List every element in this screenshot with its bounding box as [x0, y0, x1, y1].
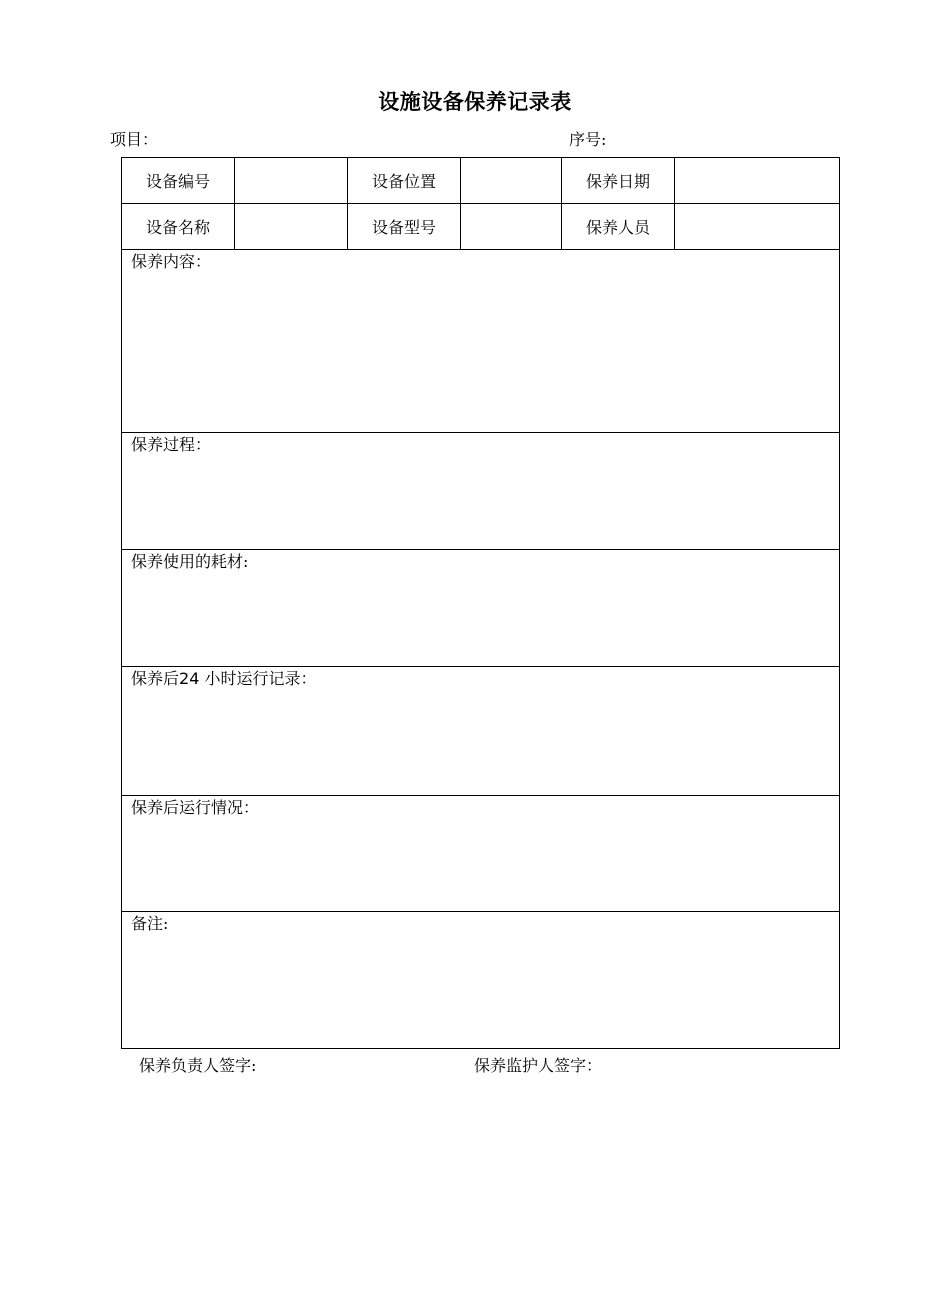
equipment-name-label: 设备名称: [122, 204, 235, 250]
info-row-1: [122, 158, 840, 204]
post-maintenance-operation-label: 保养后运行情况：: [131, 798, 260, 817]
equipment-model-field[interactable]: [461, 204, 562, 250]
consumables-label: 保养使用的耗材:: [131, 552, 249, 571]
post-maintenance-operation-section[interactable]: [122, 796, 840, 912]
maintenance-process-section[interactable]: [122, 433, 840, 550]
supervisor-signature-label: 保养监护人签字：: [474, 1056, 603, 1075]
section-row-remarks: [122, 912, 840, 1049]
maintenance-staff-field[interactable]: [675, 204, 840, 250]
project-label: 项目：: [110, 130, 159, 149]
remarks-label: 备注:: [131, 914, 169, 933]
page-title: 设施设备保养记录表: [378, 89, 572, 114]
owner-signature-label: 保养负责人签字:: [139, 1056, 257, 1075]
equipment-model-label: 设备型号: [348, 204, 461, 250]
maintenance-record-table: [121, 157, 840, 1049]
section-row-operation-status: [122, 796, 840, 912]
equipment-number-field[interactable]: [235, 158, 348, 204]
equipment-location-label: 设备位置: [348, 158, 461, 204]
section-row-process: [122, 433, 840, 550]
maintenance-date-field[interactable]: [675, 158, 840, 204]
maintenance-date-label: 保养日期: [562, 158, 675, 204]
remarks-section[interactable]: [122, 912, 840, 1049]
section-row-content: [122, 250, 840, 433]
section-row-consumables: [122, 550, 840, 667]
section-row-24h-record: [122, 667, 840, 796]
maintenance-content-label: 保养内容：: [131, 252, 212, 271]
serial-number-label: 序号:: [569, 130, 607, 149]
post-maintenance-24h-record-label: 保养后24 小时运行记录：: [131, 669, 317, 688]
maintenance-process-label: 保养过程：: [131, 435, 212, 454]
equipment-number-label: 设备编号: [122, 158, 235, 204]
maintenance-staff-label: 保养人员: [562, 204, 675, 250]
equipment-location-field[interactable]: [461, 158, 562, 204]
consumables-section[interactable]: [122, 550, 840, 667]
equipment-name-field[interactable]: [235, 204, 348, 250]
post-maintenance-24h-record-section[interactable]: [122, 667, 840, 796]
info-row-2: [122, 204, 840, 250]
maintenance-content-section[interactable]: [122, 250, 840, 433]
